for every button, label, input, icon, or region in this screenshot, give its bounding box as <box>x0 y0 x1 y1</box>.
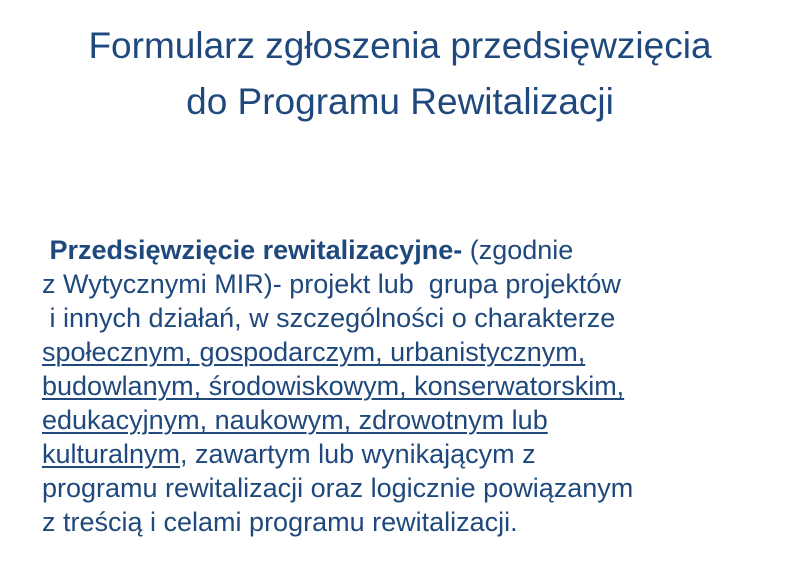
definition-line <box>42 437 633 471</box>
definition-line <box>42 335 633 369</box>
slide-title <box>0 18 800 130</box>
definition-line: programu rewitalizacji oraz logicznie powiązanym <box>42 473 634 503</box>
definition-line: i innych działań, w szczególności o charakterze <box>42 303 616 333</box>
underlined-text: kulturalnym <box>42 439 181 469</box>
definition-line <box>42 233 633 267</box>
definition-text <box>42 233 633 539</box>
defined-term: Przedsięwzięcie rewitalizacyjne- <box>42 235 463 265</box>
definition-line <box>42 369 633 403</box>
definition-line: z Wytycznymi MIR)- projekt lub grupa projektów <box>42 269 621 299</box>
title-line-1: Formularz zgłoszenia przedsięwzięcia <box>88 25 712 66</box>
underlined-text: społecznym, gospodarczym, urbanistycznym, <box>42 337 586 367</box>
definition-line: z treścią i celami programu rewitalizacji. <box>42 507 518 537</box>
text-segment: (zgodnie <box>462 235 574 265</box>
underlined-text: edukacyjnym, naukowym, zdrowotnym lub <box>42 405 548 435</box>
text-segment: , zawartym lub wynikającym z <box>180 439 536 469</box>
title-line-2: do Programu Rewitalizacji <box>186 81 614 122</box>
definition-line <box>42 403 633 437</box>
underlined-text: budowlanym, środowiskowym, konserwatorskim, <box>42 371 625 401</box>
